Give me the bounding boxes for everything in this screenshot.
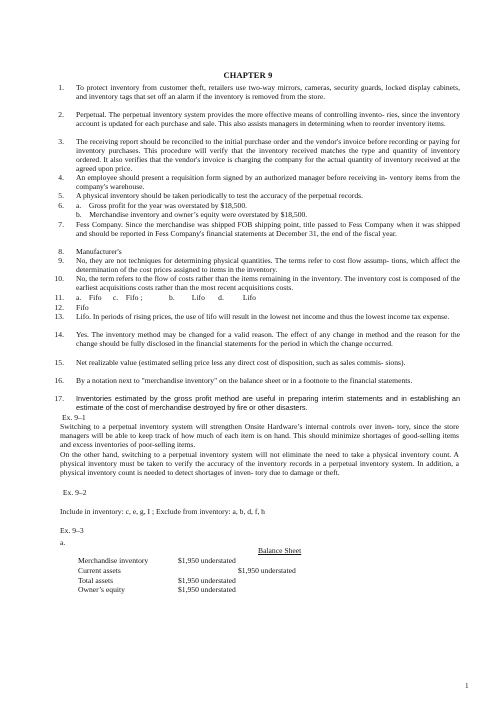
answer-text: No, the term refers to the flow of costs rather than the items remaining in the inventory. The inventory cost is composed of the earliest acquisitions costs rather than the most recent acquisitions costs. bbox=[76, 274, 460, 292]
exercise-heading: Ex. 9–3 bbox=[60, 526, 84, 535]
answer-number: 10. bbox=[54, 274, 64, 283]
answer-number: 2. bbox=[58, 110, 64, 119]
answer-number: 7. bbox=[58, 220, 64, 229]
answer-text: No, they are not techniques for determining physical quantities. The terms refer to cost flow assump- tions, which affect the determination of the cost prices assigned to items in the inventory. bbox=[76, 256, 460, 274]
table-row-label: Merchandise inventory bbox=[78, 556, 149, 565]
table-row-label: Total assets bbox=[78, 576, 114, 585]
exercise-answer: Include in inventory: c, e, g, I ; Exclude from inventory: a, b, d, f, h bbox=[60, 507, 265, 516]
table-title: Balance Sheet bbox=[258, 546, 302, 555]
table-row-label: Current assets bbox=[78, 566, 121, 575]
answer-text: Yes. The inventory method may be changed for a valid reason. The effect of any change in method and the reason for the change should be fully disclosed in the financial statements for the period in which the change occurred. bbox=[76, 330, 460, 348]
answer-text: b. Merchandise inventory and owner’s equity were overstated by $18,500. bbox=[76, 210, 308, 219]
answer-text: Fess Company. Since the merchandise was shipped FOB shipping point, title passed to Fess Company when it was shipped and should be reported in Fess Company's financial statements at December 31, the end of the fiscal year. bbox=[76, 220, 460, 238]
answer-number: 11. bbox=[54, 293, 64, 302]
exercise-heading: Ex. 9–1 bbox=[62, 413, 86, 422]
answer-text: a. Fifo c. Fifo ; b. Lifo d. Lifo bbox=[76, 293, 256, 302]
answer-number: 12. bbox=[54, 303, 64, 312]
table-row-value: $1,950 understated bbox=[238, 566, 296, 575]
answer-number: 14. bbox=[54, 330, 64, 339]
answer-text: By a notation next to "merchandise inventory" on the balance sheet or in a footnote to the financial statements. bbox=[76, 376, 413, 385]
answer-number: 6. bbox=[58, 201, 64, 210]
answer-text: a. Gross profit for the year was overstated by $18,500. bbox=[76, 201, 248, 210]
exercise-paragraph: Switching to a perpetual inventory system will strengthen Onsite Hardware’s internal controls over inven- tory, since the store managers will be able to keep track of how much of each item is on hand. This should minimize shortages of good-selling items and excess inventories of poor-selling items. bbox=[60, 422, 459, 449]
answer-number: 1. bbox=[58, 83, 64, 92]
exercise-heading: Ex. 9–2 bbox=[61, 488, 87, 497]
exercise-part-label: a. bbox=[60, 538, 66, 547]
answer-text: Manufacturer's bbox=[76, 247, 122, 256]
answer-text: Inventories estimated by the gross profit method are useful in preparing interim statements and in establishing an estimate of the cost of merchandise destroyed by fire or other disasters. bbox=[76, 394, 460, 412]
table-row-value: $1,950 understated bbox=[178, 585, 236, 594]
answer-number: 9. bbox=[58, 256, 64, 265]
answer-text: Fifo bbox=[76, 303, 89, 312]
chapter-title: CHAPTER 9 bbox=[223, 71, 273, 80]
answer-text: A physical inventory should be taken periodically to test the accuracy of the perpetual records. bbox=[76, 191, 363, 200]
answer-text: An employee should present a requisition form signed by an authorized manager before receiving in- ventory items from the company's warehouse. bbox=[76, 173, 460, 191]
table-row-label: Owner’s equity bbox=[78, 585, 125, 594]
answer-text: Perpetual. The perpetual inventory system provides the more effective means of controlling invento- ries, since the inventory account is updated for each purchase and sale. This also assists managers in determining when to reorder inventory items. bbox=[76, 110, 460, 128]
answer-text: Lifo. In periods of rising prices, the use of lifo will result in the lowest net income and thus the lowest income tax expense. bbox=[76, 312, 450, 321]
answer-number: 15. bbox=[54, 358, 64, 367]
table-row-value: $1,950 understated bbox=[178, 556, 236, 565]
answer-number: 3. bbox=[58, 137, 64, 146]
answer-text: To protect inventory from customer theft, retailers use two-way mirrors, cameras, security guards, locked display cabinets, and inventory tags that set off an alarm if the inventory is removed from the store. bbox=[76, 83, 460, 101]
answer-number: 13. bbox=[54, 312, 64, 321]
answer-text: The receiving report should be reconciled to the initial purchase order and the vendor's invoice before recording or paying for inventory purchases. This procedure will verify that the inventory received matches the type and quantity of inventory ordered. It also verifies that the vendor's invoice is charging the company for the actual quantity of inventory received at the agreed upon price. bbox=[76, 137, 460, 173]
answer-number: 16. bbox=[54, 376, 64, 385]
exercise-paragraph: On the other hand, switching to a perpetual inventory system will not eliminate the need to take a physical inventory count. A physical inventory must be taken to verify the accuracy of the inventory records in a perpetual inventory system. In addition, a physical inventory count is needed to detect shortages of inven- tory due to damage or theft. bbox=[60, 450, 459, 477]
answer-number: 4. bbox=[58, 173, 64, 182]
answer-number: 17. bbox=[54, 394, 64, 403]
answer-text: Net realizable value (estimated selling price less any direct cost of disposition, such as sales commis- sions). bbox=[76, 358, 406, 367]
answer-number: 5. bbox=[58, 191, 64, 200]
answer-number: 8. bbox=[58, 247, 64, 256]
table-row-value: $1,950 understated bbox=[178, 576, 236, 585]
page-number: 1 bbox=[465, 682, 469, 690]
